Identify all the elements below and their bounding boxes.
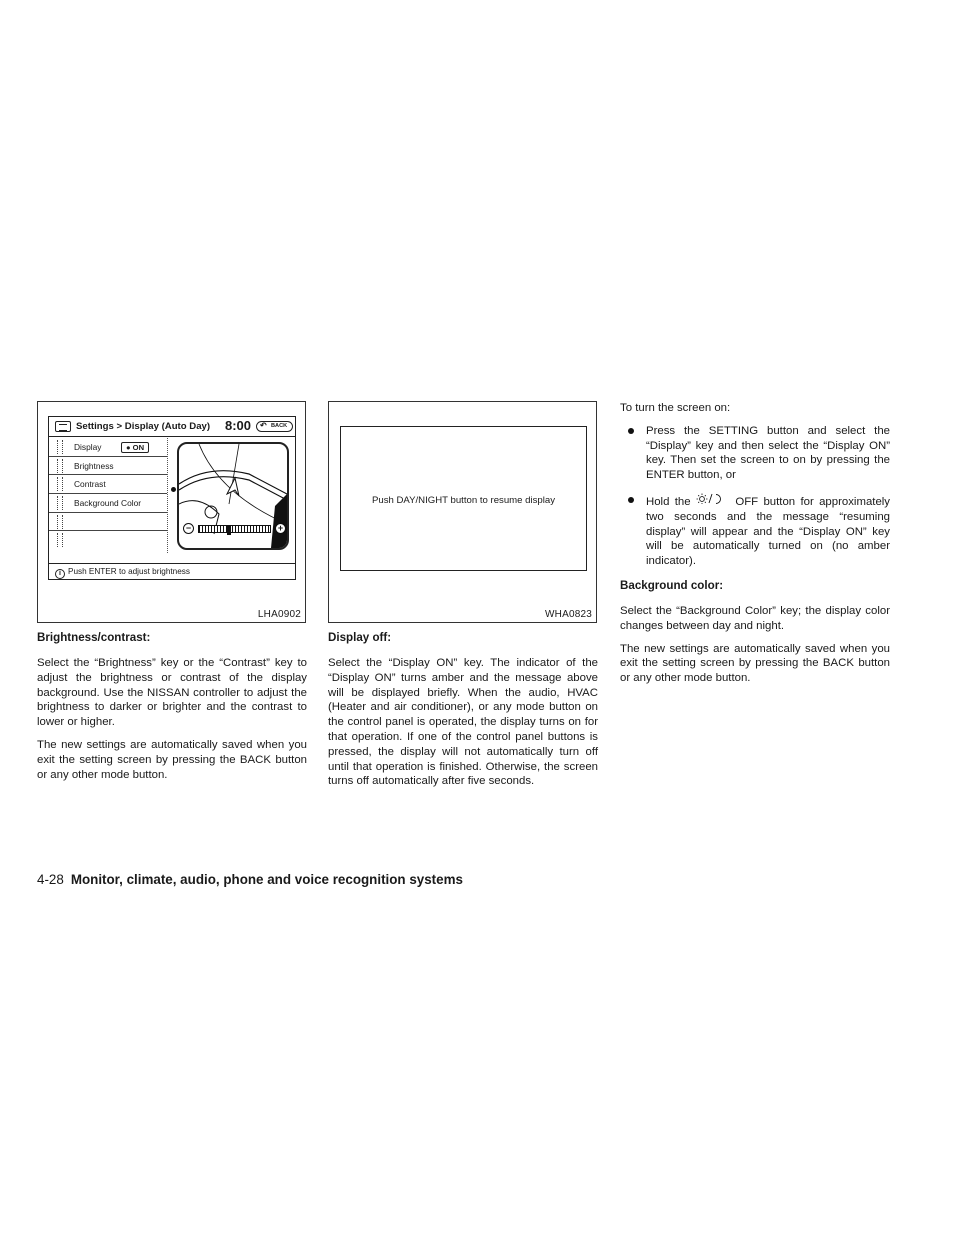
menu-item-contrast [49, 475, 167, 494]
brightness-slider [183, 523, 286, 535]
blank-screen [340, 426, 587, 571]
figure-code: LHA0902 [257, 609, 301, 620]
figure-brightness-screen [37, 401, 306, 623]
column-display-off [328, 401, 598, 797]
figure-display-off-screen [328, 401, 597, 623]
column-turn-screen-on [620, 401, 890, 694]
section-title: Monitor, climate, audio, phone and voice recognition systems [70, 872, 463, 887]
clock: 8:00 [225, 418, 252, 433]
screen-footer [49, 563, 295, 579]
back-arrow-icon: ↶ [260, 421, 267, 430]
menu-item-label: Contrast [74, 479, 106, 490]
paragraph: Select the “Brightness” key or the “Contrast” key to adjust the brightness or contrast of the display background. Use the NISSAN controller to adjust the brightness to darker or brighter and the contrast to lower or higher. [37, 657, 307, 729]
section-heading: Display off: [328, 631, 392, 644]
menu-item-label: Display [74, 442, 102, 452]
footer-message: Push ENTER to adjust brightness [68, 567, 190, 576]
plus-icon: + [275, 523, 286, 534]
screen-title-bar [49, 417, 295, 437]
menu-item-label: Brightness [74, 460, 114, 471]
map-road [199, 444, 287, 524]
menu-item-display [49, 438, 167, 457]
column-brightness-contrast [37, 401, 307, 790]
bullet-icon [628, 428, 634, 434]
menu-icon [55, 421, 71, 432]
menu-scrollbar [167, 438, 175, 553]
minus-icon: − [183, 523, 194, 534]
section-heading: Brightness/contrast: [37, 631, 151, 644]
bullet-list [620, 424, 890, 569]
map-dark-area [271, 494, 287, 548]
slider-track [198, 525, 271, 533]
info-icon: i [55, 569, 65, 579]
day-night-icon [696, 493, 730, 504]
section-heading: Background color: [620, 578, 724, 592]
page-number: 4-28 [37, 872, 64, 887]
map-preview [177, 442, 289, 550]
bullet-item [620, 493, 890, 569]
intro-text: To turn the screen on: [620, 402, 731, 414]
bullet-item [620, 424, 890, 483]
menu-item-brightness [49, 457, 167, 476]
bullet-icon [628, 497, 634, 503]
menu-item-background-color [49, 494, 167, 513]
display-on-indicator: ● ON [121, 442, 149, 453]
settings-screen [48, 416, 296, 580]
figure-code: WHA0823 [545, 609, 592, 620]
paragraph: The new settings are automatically saved when you exit the setting screen by pressing the BACK button or any other mode button. [620, 642, 890, 685]
slider-knob [227, 525, 231, 535]
bullet-text: Hold the [646, 495, 691, 508]
paragraph: The new settings are automatically saved when you exit the setting screen by pressing the BACK button or any other mode button. [37, 738, 307, 781]
menu-item-empty [49, 513, 167, 532]
resume-display-message: Push DAY/NIGHT button to resume display [371, 495, 556, 506]
bullet-text: Press the SETTING button and select the “Display” key and then select the “Display ON” key. Then set the screen to on by pressing the ENTER button, or [646, 424, 890, 482]
page-footer [37, 872, 463, 887]
menu-item-empty [49, 531, 167, 550]
screen-title: Settings > Display (Auto Day) [76, 421, 211, 432]
scroll-position-dot [171, 487, 176, 492]
paragraph: Select the “Background Color” key; the display color changes between day and night. [620, 604, 890, 632]
paragraph: Select the “Display ON” key. The indicator of the “Display ON” turns amber and the message above will be displayed briefly. When the audio, HVAC (Heater and air conditioner), or any mode button on the control panel is operated, the display turns on for that operation. If one of the control panel buttons is pressed, the display will not automatically turn off until that operation is finished. Otherwise, the screen turns off automatically after five seconds. [328, 657, 598, 788]
settings-menu [49, 438, 167, 550]
back-label: BACK [271, 423, 288, 429]
display-state: ON [132, 443, 145, 452]
back-button [256, 421, 293, 432]
menu-item-label: Background Color [74, 498, 142, 509]
bullet-text: OFF button for approximately two seconds and the message “resuming display” will appear and the “Display ON” key will be automatically turned on (no amber indicator). [646, 495, 891, 568]
